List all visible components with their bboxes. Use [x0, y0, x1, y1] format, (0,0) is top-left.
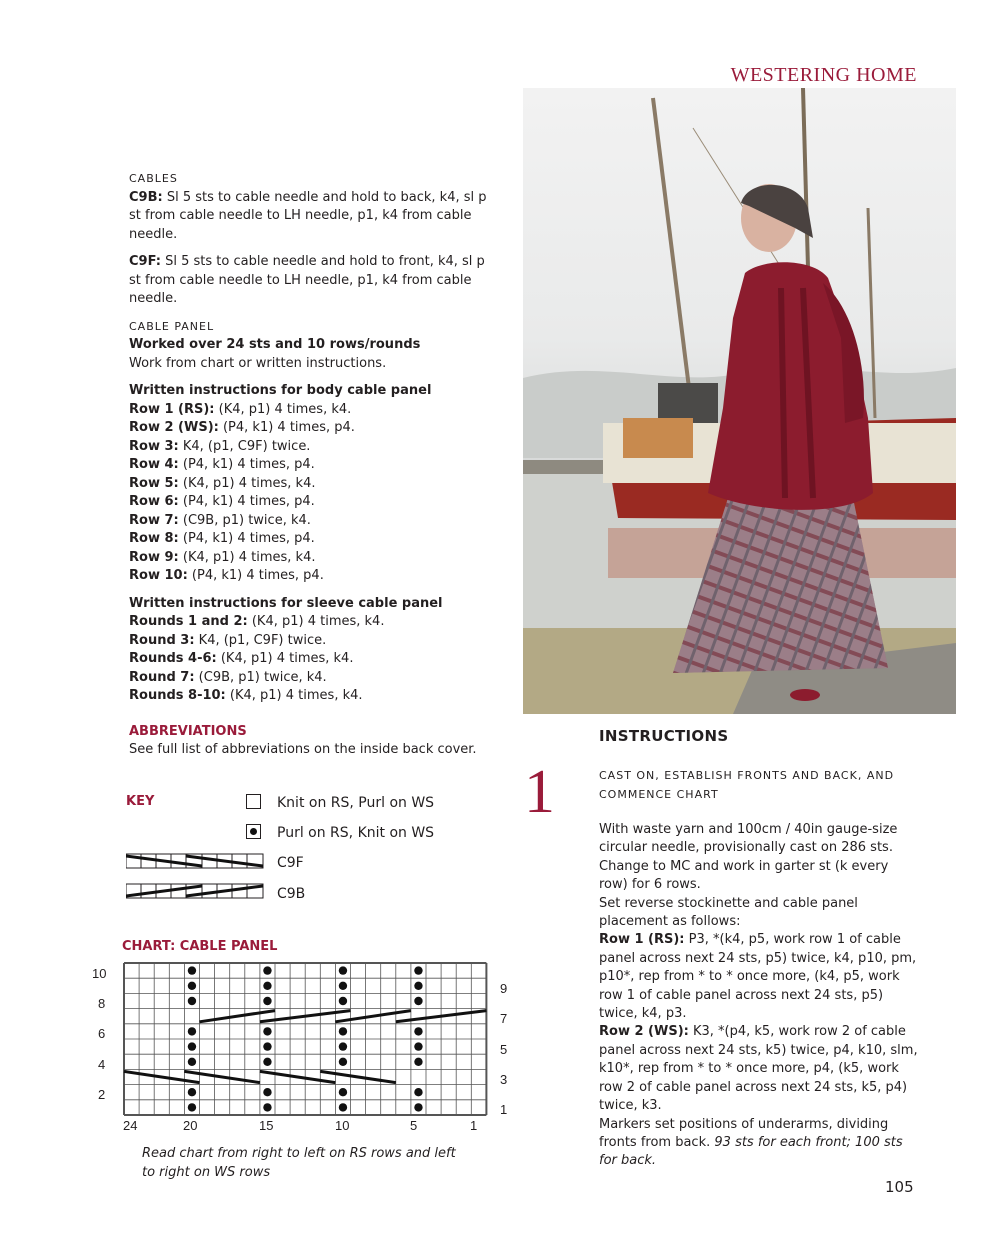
- row-label-left: 6: [98, 1026, 106, 1041]
- chart-svg: [86, 958, 536, 1138]
- purl-symbol: [246, 824, 261, 839]
- purl-dot: [414, 1042, 422, 1050]
- key-knit-label: Knit on RS, Purl on WS: [277, 795, 435, 811]
- body-panel-heading: Written instructions for body cable panel: [129, 383, 432, 398]
- purl-dot: [339, 1058, 347, 1066]
- purl-dot: [263, 1027, 271, 1035]
- cable-panel-heading: CABLE PANEL: [129, 319, 215, 333]
- step-row-2: Row 2 (WS): K3, *(p4, k5, work row 2 of cable panel across next 24 sts, k5) twice, p4, k10, slm, k10*, rep from * to * once more, p4, (k5, work row 2 of cable panel across next 24 sts, k5, p4) twice, k3.: [599, 1024, 918, 1114]
- column-label: 10: [335, 1118, 350, 1133]
- cable-symbols: [126, 852, 266, 904]
- step-intro: With waste yarn and 100cm / 40in gauge-size circular needle, provisionally cast on 286 sts. Change to MC and work in garter st (k every row) for 6 rows.: [599, 822, 898, 893]
- purl-dot: [188, 1058, 196, 1066]
- step-row-1: Row 1 (RS): P3, *(k4, p5, work row 1 of cable panel across next 24 sts, p5) twice, k4, p10, pm, p10*, rep from * to * once more, (k4, p5, work row 1 of cable panel across next 24 sts, p5) twice, k4, p3.: [599, 932, 917, 1022]
- purl-dot: [414, 982, 422, 990]
- chart-grid: [124, 963, 486, 1115]
- purl-dot: [414, 1027, 422, 1035]
- c9b-label: C9B:: [129, 189, 163, 205]
- instruction-row: Row 9: (K4, p1) 4 times, k4.: [129, 549, 316, 565]
- instruction-row: Row 1 (RS): (K4, p1) 4 times, k4.: [129, 401, 352, 417]
- purl-dot: [188, 1103, 196, 1111]
- row-label-left: 2: [98, 1087, 106, 1102]
- purl-dot: [263, 982, 271, 990]
- cable-panel-text: Work from chart or written instructions.: [129, 355, 387, 371]
- step-heading: CAST ON, ESTABLISH FRONTS AND BACK, AND COMMENCE CHART: [599, 769, 895, 801]
- instructions-heading: INSTRUCTIONS: [599, 727, 729, 745]
- step-markers: Markers set positions of underarms, dividing fronts from back. 93 sts for each front; 100 sts for back.: [599, 1116, 903, 1169]
- chart-note: Read chart from right to left on RS rows and left to right on WS rows: [142, 1146, 456, 1180]
- purl-dot: [414, 966, 422, 974]
- step-set-line: Set reverse stockinette and cable panel placement as follows:: [599, 895, 858, 930]
- left-column: [129, 170, 489, 760]
- body-panel-rows: [129, 401, 489, 586]
- purl-dot: [263, 966, 271, 974]
- purl-dot: [263, 1103, 271, 1111]
- key-c9b-label: C9B: [277, 886, 306, 902]
- c9b-text: Sl 5 sts to cable needle and hold to back, k4, sl p st from cable needle to LH needle, p1, k4 from cable needle.: [129, 189, 487, 242]
- cable-panel-chart: [86, 958, 536, 1142]
- c9b-definition: [129, 189, 489, 245]
- knit-symbol: [246, 794, 261, 809]
- column-label: 5: [410, 1118, 418, 1133]
- cables-heading: CABLES: [129, 172, 178, 185]
- instruction-row: Round 7: (C9B, p1) twice, k4.: [129, 669, 327, 685]
- row-label-right: 3: [500, 1072, 508, 1087]
- purl-dot: [414, 1103, 422, 1111]
- purl-dot: [188, 1088, 196, 1096]
- running-header: WESTERING HOME: [730, 64, 917, 86]
- instruction-row: Row 3: K4, (p1, C9F) twice.: [129, 438, 311, 454]
- abbreviations-text: See full list of abbreviations on the inside back cover.: [129, 742, 477, 757]
- purl-dot: [263, 1042, 271, 1050]
- instruction-row: Rounds 4-6: (K4, p1) 4 times, k4.: [129, 651, 354, 666]
- key-purl-label: Purl on RS, Knit on WS: [277, 825, 435, 841]
- column-label: 1: [470, 1118, 478, 1133]
- row-label-right: 9: [500, 981, 508, 996]
- instruction-row: Row 10: (P4, k1) 4 times, p4.: [129, 568, 324, 583]
- instruction-row: Row 8: (P4, k1) 4 times, p4.: [129, 531, 315, 546]
- right-column: [599, 821, 919, 1171]
- purl-dot: [414, 1058, 422, 1066]
- purl-dot: [263, 997, 271, 1005]
- cable-panel-subheading: Worked over 24 sts and 10 rows/rounds: [129, 337, 421, 352]
- purl-dot: [188, 1042, 196, 1050]
- purl-dot: [339, 1103, 347, 1111]
- row-label-right: 7: [500, 1011, 508, 1026]
- purl-dot: [263, 1058, 271, 1066]
- purl-dot: [188, 982, 196, 990]
- sleeve-panel-heading: Written instructions for sleeve cable panel: [129, 595, 443, 611]
- abbreviations-heading: ABBREVIATIONS: [129, 723, 247, 739]
- c9f-definition: [129, 253, 489, 309]
- instruction-row: Row 6: (P4, k1) 4 times, p4.: [129, 494, 315, 509]
- purl-dot: [414, 1088, 422, 1096]
- key-title: KEY: [126, 794, 155, 809]
- chart-key: [126, 790, 456, 910]
- sleeve-panel-rows: [129, 613, 489, 706]
- purl-dot: [188, 966, 196, 974]
- column-label: 20: [183, 1118, 198, 1133]
- instruction-row: Row 7: (C9B, p1) twice, k4.: [129, 512, 311, 528]
- row-label-left: 10: [92, 966, 107, 981]
- purl-dot: [188, 1027, 196, 1035]
- purl-dot: [339, 1042, 347, 1050]
- chart-title: CHART: CABLE PANEL: [122, 939, 278, 954]
- c9f-label: C9F:: [129, 254, 161, 269]
- row-label-left: 4: [98, 1057, 106, 1072]
- row-label-left: 8: [98, 996, 106, 1011]
- page-number: 105: [885, 1178, 914, 1196]
- purl-dot: [339, 1027, 347, 1035]
- purl-dot: [339, 966, 347, 974]
- column-label: 24: [123, 1118, 138, 1133]
- photo-illustration: [523, 88, 956, 714]
- purl-dot: [414, 997, 422, 1005]
- c9f-text: Sl 5 sts to cable needle and hold to front, k4, sl p st from cable needle to LH needle, p1, k4 from cable needle.: [129, 254, 485, 306]
- instruction-row: Rounds 1 and 2: (K4, p1) 4 times, k4.: [129, 614, 385, 629]
- purl-dot: [188, 997, 196, 1005]
- column-label: 15: [259, 1118, 274, 1133]
- instruction-row: Rounds 8-10: (K4, p1) 4 times, k4.: [129, 688, 363, 703]
- instruction-row: Row 4: (P4, k1) 4 times, p4.: [129, 457, 315, 472]
- purl-dot: [339, 997, 347, 1005]
- step-number: 1: [524, 758, 555, 826]
- purl-dot: [339, 1088, 347, 1096]
- instruction-row: Row 2 (WS): (P4, k1) 4 times, p4.: [129, 420, 355, 435]
- instruction-row: Round 3: K4, (p1, C9F) twice.: [129, 632, 327, 648]
- row-label-right: 1: [500, 1102, 508, 1117]
- purl-dot: [263, 1088, 271, 1096]
- row-label-right: 5: [500, 1042, 508, 1057]
- purl-dot: [339, 982, 347, 990]
- key-c9f-label: C9F: [277, 855, 304, 871]
- photo-model-in-red-cardigan: [523, 88, 956, 714]
- instruction-row: Row 5: (K4, p1) 4 times, k4.: [129, 475, 316, 491]
